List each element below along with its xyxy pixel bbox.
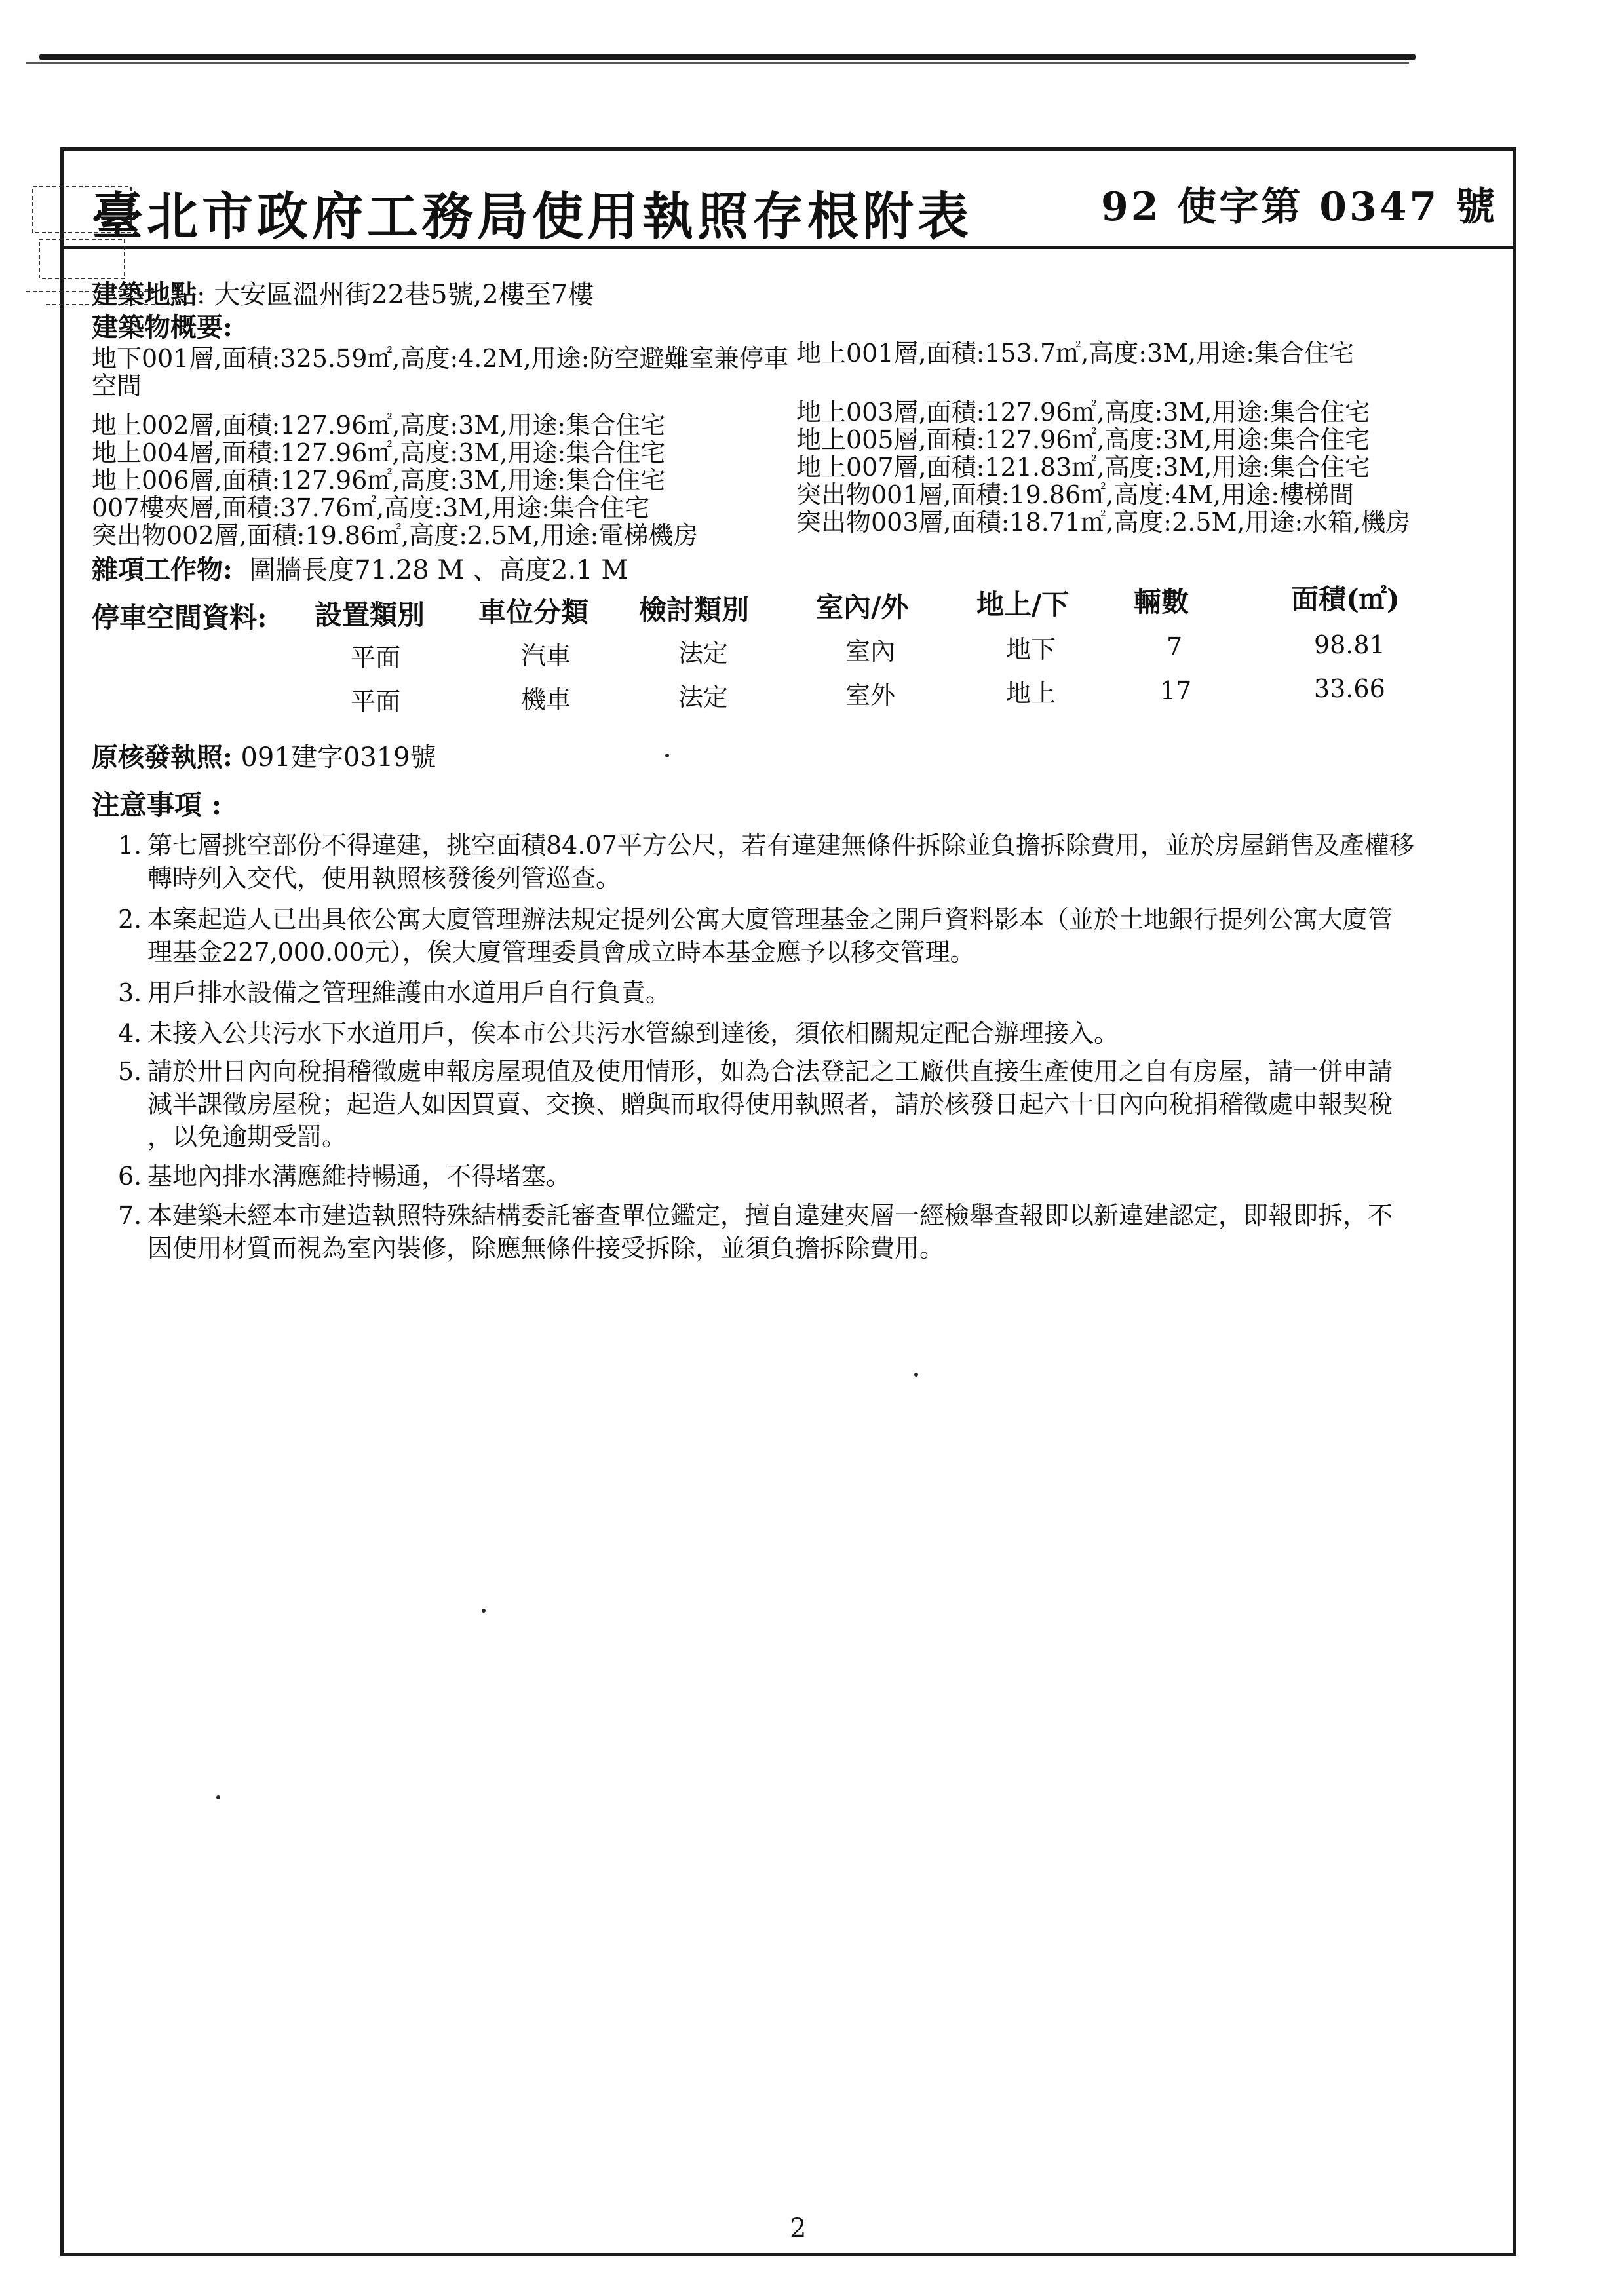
floor-5f: 地上005層,面積:127.96㎡,高度:3M,用途:集合住宅	[796, 425, 1370, 454]
note-number: 5.	[118, 1057, 142, 1086]
floor-b1-cont: 空間	[92, 372, 142, 400]
note-line: 基地內排水溝應維持暢通，不得堵塞。	[147, 1162, 571, 1191]
parking-cell: 17	[1160, 676, 1192, 705]
floor-1f: 地上001層,面積:153.7㎡,高度:3M,用途:集合住宅	[796, 339, 1355, 368]
misc-works-row	[92, 554, 628, 585]
parking-cell: 33.66	[1314, 674, 1385, 703]
note-line: 第七層挑空部份不得違建，挑空面積84.07平方公尺，若有違建無條件拆除並負擔拆除費用，並於房屋銷售及產權移	[147, 831, 1414, 860]
parking-cell: 平面	[351, 643, 401, 672]
note-number: 3.	[118, 978, 142, 1007]
note-line: 理基金227,000.00元），俟大廈管理委員會成立時本基金應予以移交管理。	[147, 938, 975, 966]
note-line: 轉時列入交代，使用執照核發後列管巡查。	[147, 864, 621, 892]
parking-label: 停車空間資料:	[92, 602, 267, 634]
note-line: 用戶排水設備之管理維護由水道用戶自行負責。	[147, 978, 671, 1007]
floor-r1: 突出物001層,面積:19.86㎡,高度:4M,用途:樓梯間	[796, 480, 1355, 509]
scan-speck	[216, 1795, 220, 1799]
parking-cell: 地下	[1006, 635, 1056, 664]
parking-header-cell: 室內/外	[816, 591, 909, 623]
parking-header-cell: 設置類別	[315, 599, 425, 631]
note-line: 因使用材質而視為室內裝修，除應無條件接受拆除，並須負擔拆除費用。	[147, 1234, 945, 1263]
overview-label: 建築物概要:	[92, 312, 233, 343]
original-permit-label: 原核發執照:	[92, 742, 233, 773]
floor-4f: 地上004層,面積:127.96㎡,高度:3M,用途:集合住宅	[92, 438, 666, 467]
note-line: 未接入公共污水下水道用戶，俟本市公共污水管線到達後，須依相關規定配合辦理接入。	[147, 1019, 1119, 1048]
top-rule	[39, 54, 1416, 60]
parking-cell: 98.81	[1314, 630, 1385, 659]
floor-3f: 地上003層,面積:127.96㎡,高度:3M,用途:集合住宅	[796, 398, 1370, 427]
note-number: 7.	[118, 1201, 142, 1230]
parking-cell: 平面	[351, 687, 401, 716]
note-number: 1.	[118, 831, 142, 860]
permit-number: 92 使字第 0347 號	[1101, 184, 1498, 230]
scan-speck	[914, 1373, 918, 1377]
note-line: ，以免逾期受罰。	[147, 1122, 347, 1151]
parking-header-cell: 輛數	[1134, 586, 1189, 618]
notes-label: 注意事項 :	[92, 789, 222, 821]
note-line: 請於卅日內向稅捐稽徵處申報房屋現值及使用情形，如為合法登記之工廠供直接生產使用之自有房屋，請一併申請	[147, 1057, 1393, 1086]
parking-cell: 室內	[845, 637, 896, 666]
original-permit-value: 091建字0319號	[241, 742, 436, 773]
scan-speck	[482, 1609, 486, 1613]
floor-r3: 突出物003層,面積:18.71㎡,高度:2.5M,用途:水箱,機房	[796, 508, 1411, 537]
parking-cell: 7	[1167, 632, 1183, 661]
parking-cell: 法定	[678, 683, 729, 712]
top-rule-thin	[26, 62, 1409, 64]
floor-b1: 地下001層,面積:325.59㎡,高度:4.2M,用途:防空避難室兼停車	[92, 344, 789, 373]
misc-works-label: 雜項工作物:	[92, 554, 233, 585]
original-permit-row	[92, 744, 436, 771]
parking-header-cell: 面積(㎡)	[1291, 583, 1400, 615]
note-number: 4.	[118, 1019, 142, 1048]
parking-cell: 法定	[678, 639, 729, 668]
floor-2f: 地上002層,面積:127.96㎡,高度:3M,用途:集合住宅	[92, 411, 666, 440]
note-line: 本建築未經本市建造執照特殊結構委託審查單位鑑定，擅自違建夾層一經檢舉查報即以新違建認定，即報即拆，不	[147, 1201, 1393, 1230]
parking-cell: 地上	[1006, 679, 1056, 708]
misc-works-value: 圍牆長度71.28 M 、高度2.1 M	[249, 555, 628, 585]
parking-cell: 室外	[845, 681, 896, 710]
parking-header-cell: 車位分類	[478, 596, 589, 628]
floor-r2: 突出物002層,面積:19.86㎡,高度:2.5M,用途:電梯機房	[92, 521, 699, 550]
note-line: 本案起造人已出具依公寓大廈管理辦法規定提列公寓大廈管理基金之開戶資料影本（並於土地銀行提列公寓大廈管	[147, 905, 1393, 934]
parking-header-cell: 檢討類別	[639, 594, 750, 626]
scan-speck	[665, 754, 669, 757]
parking-header-cell: 地上/下	[976, 588, 1070, 621]
note-number: 6.	[118, 1162, 142, 1191]
floor-7m: 007樓夾層,面積:37.76㎡,高度:3M,用途:集合住宅	[92, 493, 650, 522]
site-value: : 大安區溫州街22巷5號,2樓至7樓	[197, 280, 594, 310]
note-line: 減半課徵房屋稅；起造人如因買賣、交換、贈與而取得使用執照者，請於核發日起六十日內向稅捐稽徵處申報契稅	[147, 1090, 1393, 1119]
parking-cell: 機車	[521, 685, 571, 714]
parking-cell: 汽車	[521, 641, 571, 670]
floor-7f: 地上007層,面積:121.83㎡,高度:3M,用途:集合住宅	[796, 453, 1370, 482]
site-row	[92, 279, 594, 310]
document-title: 臺北市政府工務局使用執照存根附表	[92, 187, 973, 246]
floor-6f: 地上006層,面積:127.96㎡,高度:3M,用途:集合住宅	[92, 466, 666, 495]
note-number: 2.	[118, 905, 142, 934]
site-label: 建築地點	[92, 279, 197, 310]
page-number: 2	[790, 2213, 807, 2244]
